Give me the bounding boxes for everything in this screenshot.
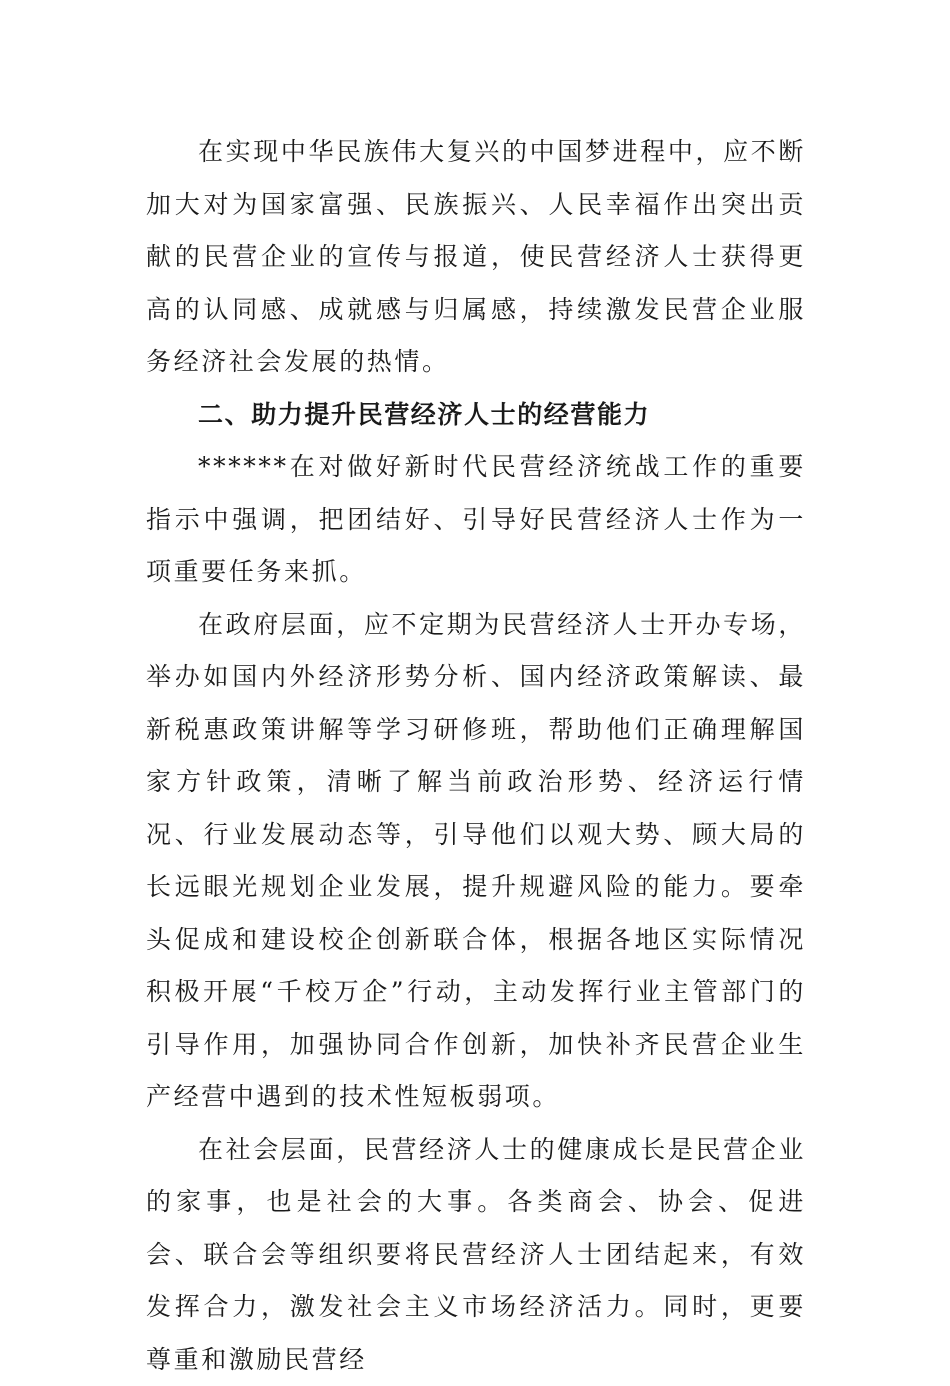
paragraph-society: 在社会层面，民营经济人士的健康成长是民营企业的家事，也是社会的大事。各类商会、协会、促进会、联合会等组织要将民营经济人士团结起来，有效发挥合力，激发社会主义市场经济活力。同时，更要尊重和激励民营经	[146, 1124, 806, 1386]
section-heading: 二、助力提升民营经济人士的经营能力	[146, 389, 806, 442]
paragraph-government: 在政府层面，应不定期为民营经济人士开办专场，举办如国内外经济形势分析、国内经济政策解读、最新税惠政策讲解等学习研修班，帮助他们正确理解国家方针政策，清晰了解当前政治形势、经济运行情况、行业发展动态等，引导他们以观大势、顾大局的长远眼光规划企业发展，提升规避风险的能力。要牵头促成和建设校企创新联合体，根据各地区实际情况积极开展“千校万企”行动，主动发挥行业主管部门的引导作用，加强协同合作创新，加快补齐民营企业生产经营中遇到的技术性短板弱项。	[146, 599, 806, 1124]
paragraph-instruction: ******在对做好新时代民营经济统战工作的重要指示中强调，把团结好、引导好民营经济人士作为一项重要任务来抓。	[146, 441, 806, 599]
document-body	[146, 126, 806, 1386]
paragraph-intro: 在实现中华民族伟大复兴的中国梦进程中，应不断加大对为国家富强、民族振兴、人民幸福作出突出贡献的民营企业的宣传与报道，使民营经济人士获得更高的认同感、成就感与归属感，持续激发民营企业服务经济社会发展的热情。	[146, 126, 806, 389]
